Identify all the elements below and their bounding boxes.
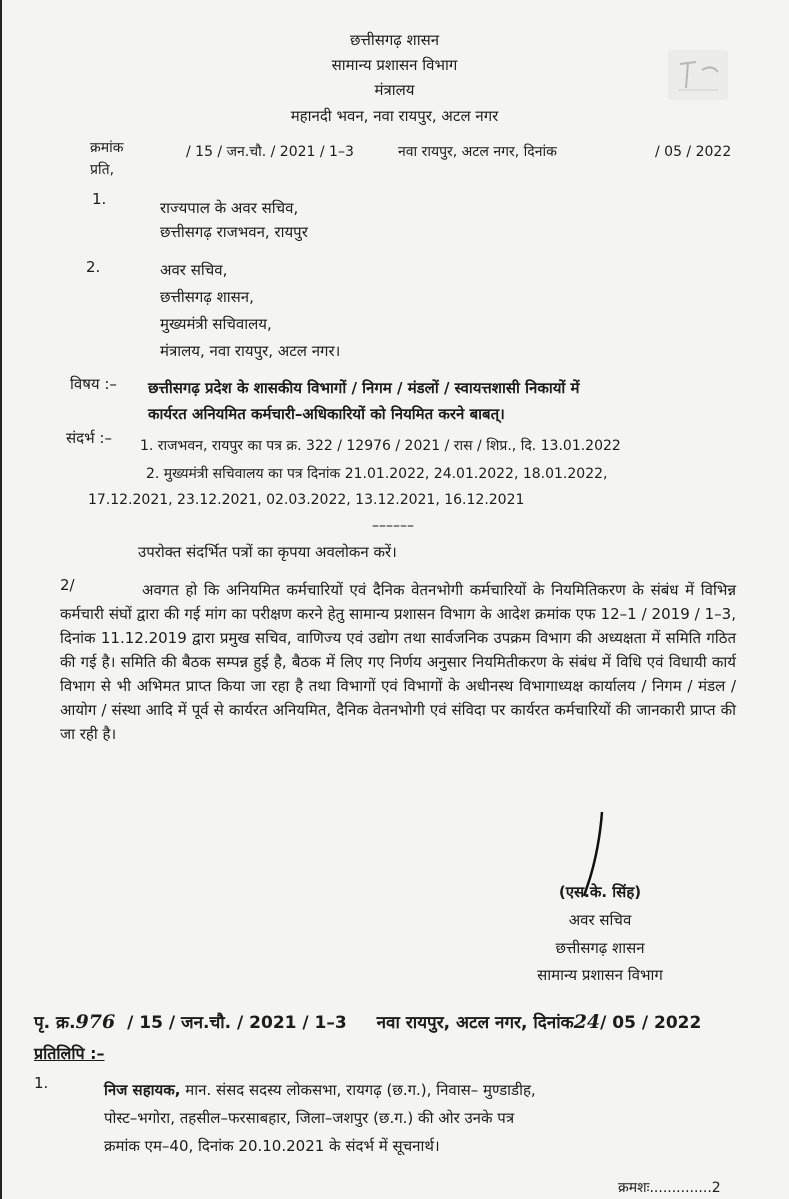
recipient-1-line-2: छत्तीसगढ़ राजभवन, रायपुर	[160, 223, 308, 241]
signatory-name: (एस.के. सिंह)	[558, 883, 642, 901]
copy-label: प्रतिलिपि :–	[34, 1044, 105, 1063]
signatory-government: छत्तीसगढ़ शासन	[555, 939, 645, 957]
copy-item-number: 1.	[34, 1074, 49, 1092]
endorsement-number: / 15 / जन.चौ. / 2021 / 1–3	[127, 1013, 347, 1033]
header-govt: छत्तीसगढ़ शासन	[349, 31, 440, 49]
continued-note: क्रमशः..............2	[618, 1180, 721, 1196]
reference-line-3: 17.12.2021, 23.12.2021, 02.03.2022, 13.12.2021, 16.12.2021	[88, 492, 525, 508]
endorsement-prefix: पृ. क्र.	[34, 1013, 76, 1033]
signatory-department: सामान्य प्रशासन विभाग	[537, 966, 663, 984]
body-paragraph: अवगत हो कि अनियमित कर्मचारियों एवं दैनिक वेतनभोगी कर्मचारियों के नियमितिकरण के संबंध में विभिन्न कर्मचारी संघों द्वारा की गई मांग का परीक्षण करने हेतु सामान्य प्रशासन विभाग के आदेश क्रमांक एफ 12–1 / 2019 / 1–3, दिनांक 11.12.2019 द्वारा प्रमुख सचिव, वाणिज्य एवं उद्योग तथा सार्वजनिक उपक्रम विभाग की अध्यक्षता में समिति गठित की गई है। समिति की बैठक सम्पन्न हुई है, बैठक में लिए गए निर्णय अनुसार नियमितीकरण के संबंध में विधि एवं विधायी कार्य विभाग से भी अभिमत प्राप्त किया जा रहा है तथा विभागों एवं विभागों के अधीनस्थ विभागाध्यक्ष कार्यालय / निगम / मंडल / आयोग / संस्था आदि में पूर्व से कार्यरत अनियमित, दैनिक वेतनभोगी एवं संविदा पर कार्यरत कर्मचारियों की जानकारी प्राप्त की जा रही है।	[60, 581, 736, 743]
reference-label: संदर्भ :–	[66, 429, 112, 447]
signatory-designation: अवर सचिव	[568, 911, 632, 929]
ref-number: / 15 / जन.चौ. / 2021 / 1–3	[186, 144, 354, 160]
body-intro: उपरोक्त संदर्भित पत्रों का कृपया अवलोकन करें।	[138, 543, 397, 561]
paragraph-number: 2/	[60, 576, 75, 594]
endorsement-place-date: नवा रायपुर, अटल नगर, दिनांक	[376, 1013, 574, 1033]
to-label: प्रति,	[90, 162, 115, 178]
header-ministry: मंत्रालय	[374, 81, 415, 99]
recipient-2-line-1: अवर सचिव,	[160, 261, 228, 279]
header-address: महानदी भवन, नवा रायपुर, अटल नगर	[290, 107, 499, 125]
ref-label: क्रमांक	[90, 140, 124, 156]
endorsement-ref	[34, 1010, 701, 1033]
subject-line-2: कार्यरत अनियमित कर्मचारी–अधिकारियों को नियमित करने बाबत्।	[148, 405, 505, 423]
reference-divider: ––––––	[372, 518, 414, 534]
recipient-2-line-3: मुख्यमंत्री सचिवालय,	[160, 315, 272, 333]
reference-line-1: 1. राजभवन, रायपुर का पत्र क्र. 322 / 12976 / 2021 / रास / शिप्र., दि. 13.01.2022	[140, 438, 621, 454]
endorsement-handwritten-day: 24	[573, 1011, 601, 1033]
endorsement-handwritten-number: 976	[75, 1011, 116, 1033]
header-department: सामान्य प्रशासन विभाग	[331, 56, 458, 74]
endorsement-date: / 05 / 2022	[600, 1013, 702, 1033]
copy-item-text-1: मान. संसद सदस्य लोकसभा, रायगढ़ (छ.ग.), निवास– मुण्डाडीह,	[185, 1081, 536, 1099]
copy-item-line-3: क्रमांक एम–40, दिनांक 20.10.2021 के संदर्भ में सूचनार्थ।	[104, 1137, 440, 1155]
subject-label: विषय :–	[70, 375, 117, 393]
recipient-2-line-2: छत्तीसगढ़ शासन,	[160, 288, 254, 306]
recipient-2-line-4: मंत्रालय, नवा रायपुर, अटल नगर।	[160, 342, 341, 360]
recipient-1-line-1: राज्यपाल के अवर सचिव,	[160, 199, 299, 217]
recipient-2-number: 2.	[86, 258, 101, 276]
copy-item-line-1	[104, 1080, 536, 1100]
ref-place-date: नवा रायपुर, अटल नगर, दिनांक	[398, 144, 557, 160]
subject-line-1: छत्तीसगढ़ प्रदेश के शासकीय विभागों / निगम / मंडलों / स्वायत्तशासी निकायों में	[148, 379, 580, 397]
recipient-1-number: 1.	[92, 190, 107, 208]
copy-item-recipient: निज सहायक,	[104, 1081, 181, 1099]
page-edge	[0, 0, 2, 1199]
reference-line-2: 2. मुख्यमंत्री सचिवालय का पत्र दिनांक 21.01.2022, 24.01.2022, 18.01.2022,	[146, 466, 608, 482]
ref-date: / 05 / 2022	[655, 144, 732, 160]
copy-item-line-2: पोस्ट–भगोरा, तहसील–फरसाबहार, जिला–जशपुर (छ.ग.) की ओर उनके पत्र	[104, 1109, 515, 1127]
